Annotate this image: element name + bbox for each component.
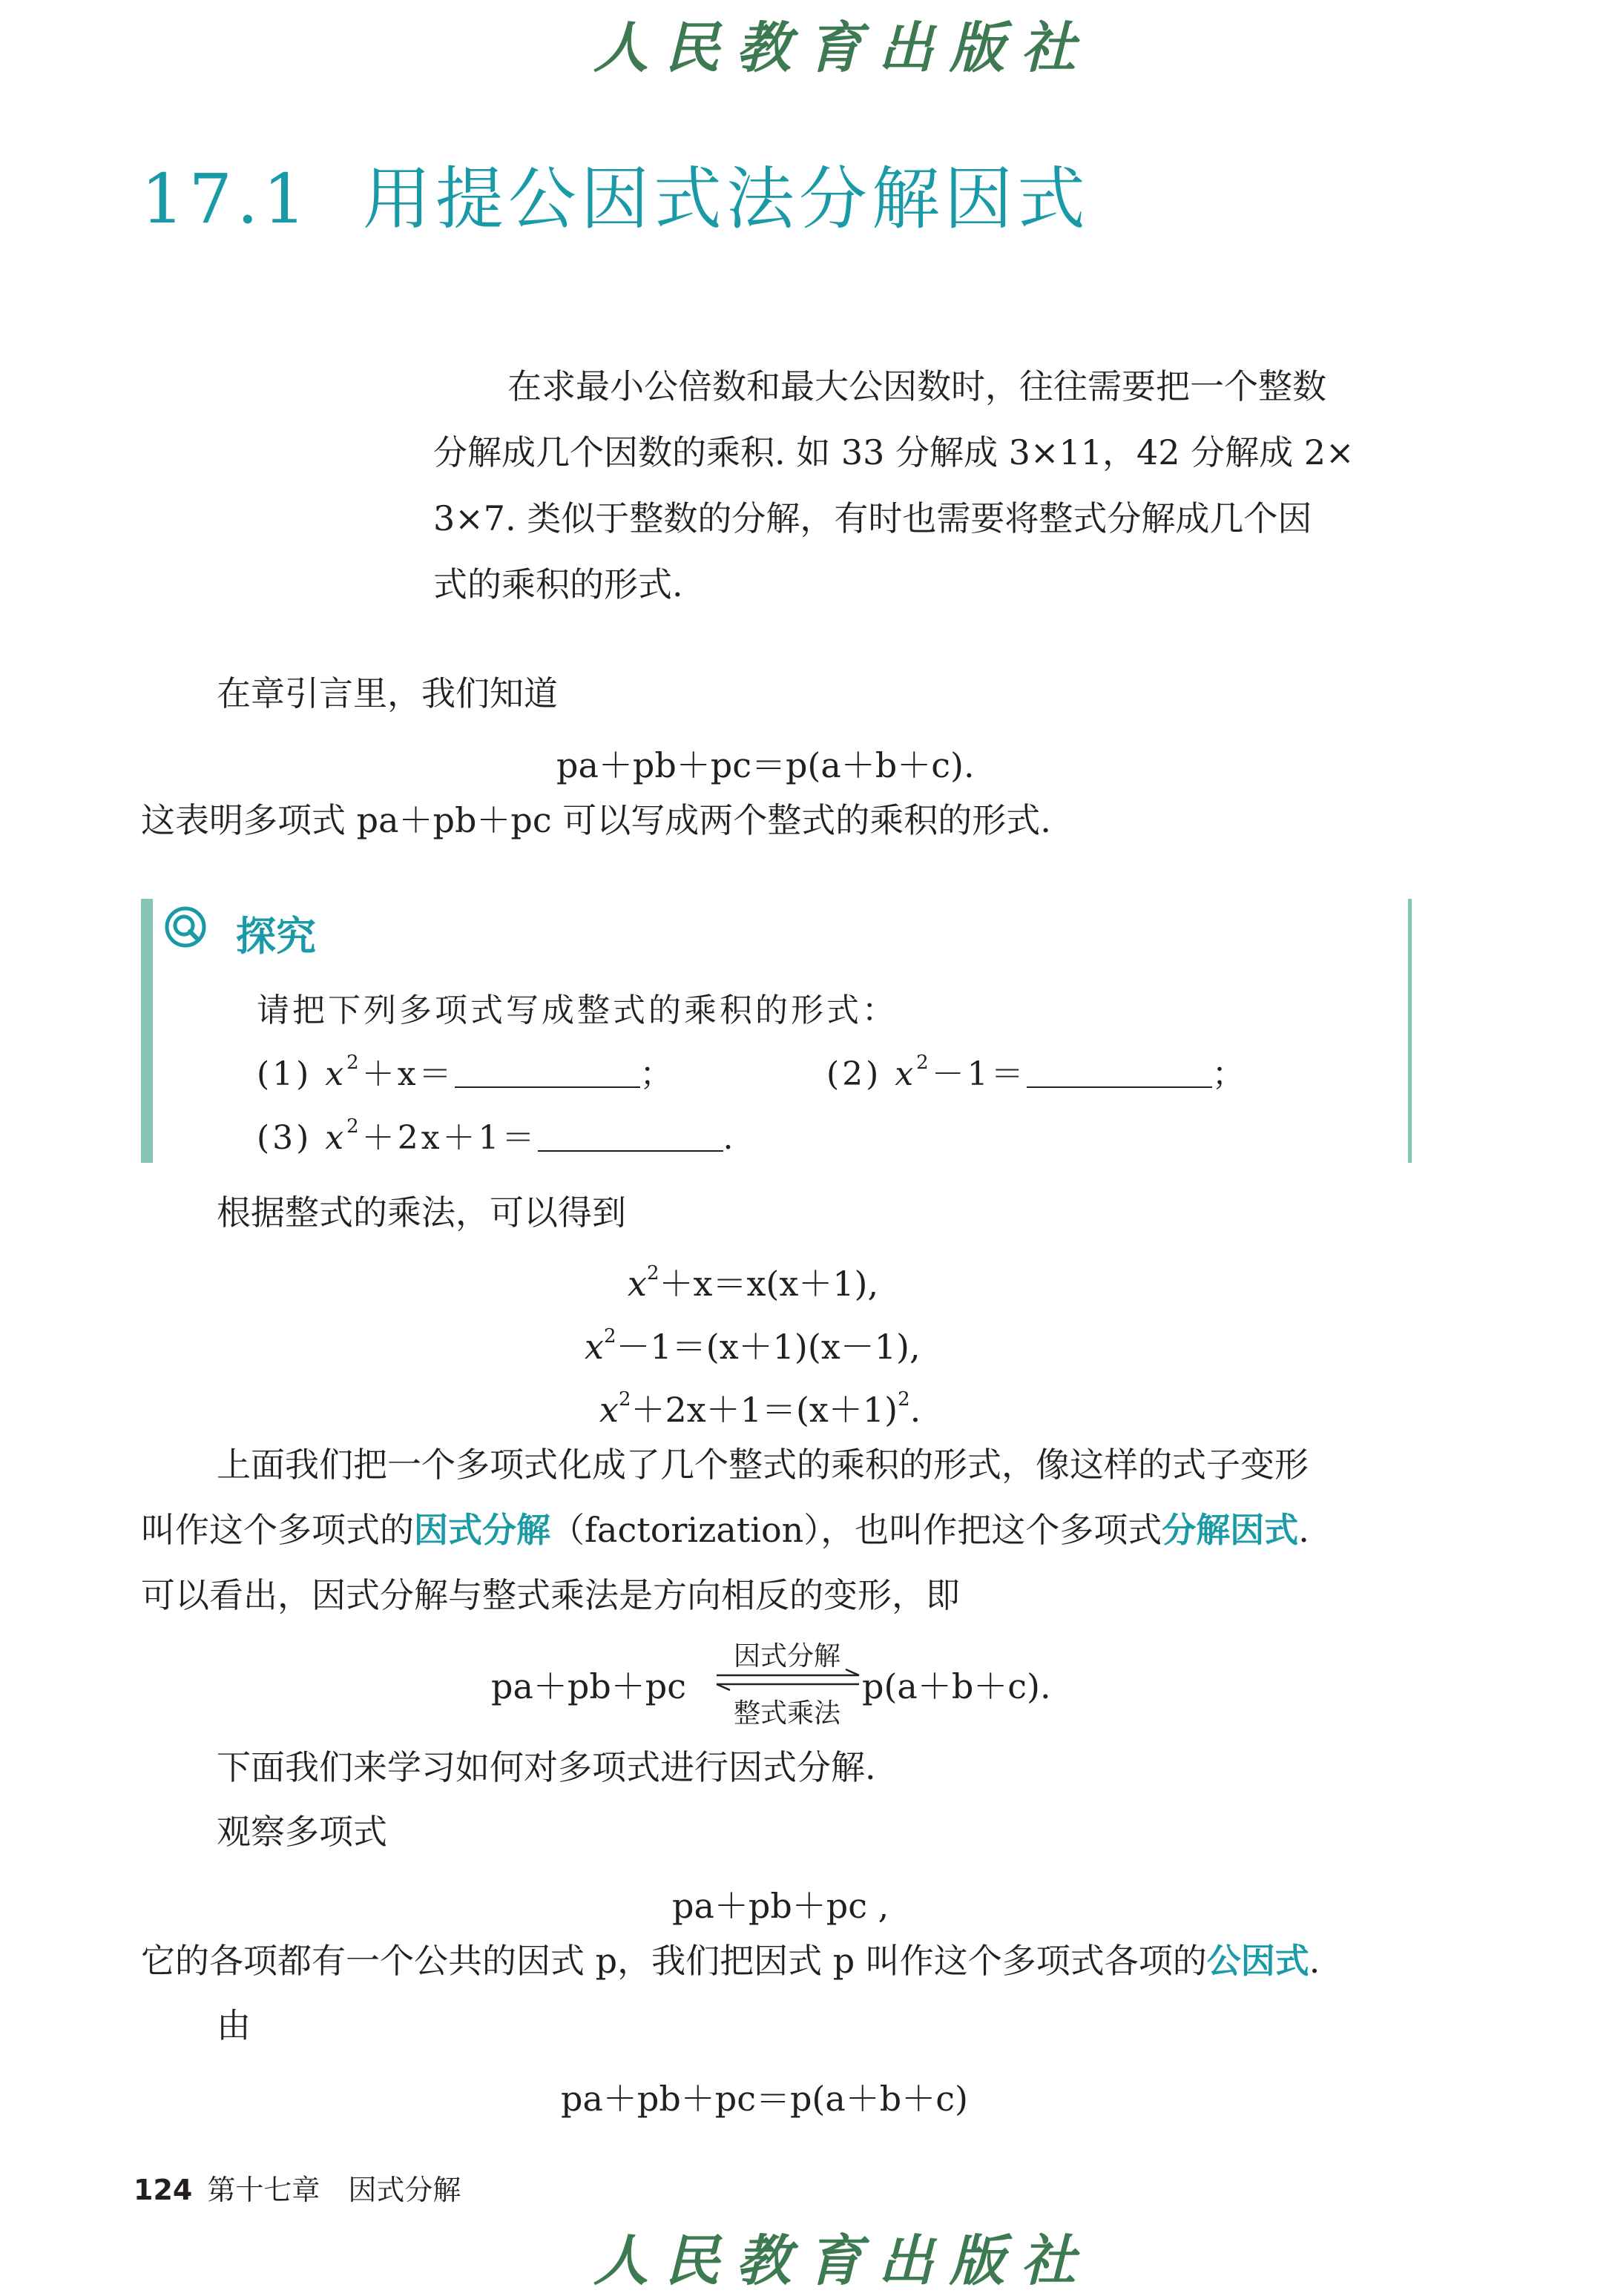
eq-tail: . — [909, 1390, 921, 1430]
definition-text: （factorization），也叫作把这个多项式 — [550, 1510, 1162, 1550]
item-end: ； — [1211, 1055, 1248, 1093]
magnifier-icon — [165, 906, 206, 948]
common-factor-text: 它的各项都有一个公共的因式 p，我们把因式 p 叫作这个多项式各项的 — [141, 1941, 1207, 1981]
item-number: (1) — [257, 1055, 312, 1093]
intro-line-3: 3×7. 类似于整数的分解，有时也需要将整式分解成几个因 — [433, 498, 1312, 538]
explore-item-3 — [257, 1111, 737, 1158]
item-rest: ＋2x＋1＝ — [361, 1119, 538, 1157]
explore-title: 探究 — [236, 913, 316, 960]
definition-line-3: 可以看出，因式分解与整式乘法是方向相反的变形，即 — [141, 1575, 960, 1615]
item-var: x — [325, 1055, 347, 1093]
intro-line-2: 分解成几个因数的乘积. 如 33 分解成 3×11，42 分解成 2× — [433, 432, 1355, 472]
paragraph-meaning: 这表明多项式 pa＋pb＋pc 可以写成两个整式的乘积的形式. — [141, 800, 1051, 840]
result-equation-2 — [585, 1320, 921, 1369]
eq-rest: ＋x＝x(x＋1), — [659, 1264, 879, 1304]
eq-var: x — [628, 1264, 647, 1304]
paragraph-next-topic: 下面我们来学习如何对多项式进行因式分解. — [217, 1747, 876, 1787]
paragraph-by-multiplication: 根据整式的乘法，可以得到 — [217, 1192, 626, 1233]
chapter-label: 第十七章 因式分解 — [207, 2174, 461, 2206]
paragraph-common-factor — [141, 1941, 1320, 1981]
item-rest: －1＝ — [931, 1055, 1027, 1093]
paragraph-from: 由 — [217, 2005, 251, 2045]
common-factor-text: . — [1309, 1941, 1320, 1981]
definition-line-1: 上面我们把一个多项式化成了几个整式的乘积的形式，像这样的式子变形 — [217, 1445, 1309, 1485]
equation-final: pa＋pb＋pc＝p(a＋b＋c) — [561, 2079, 968, 2119]
eq-rest: －1＝(x＋1)(x－1), — [616, 1327, 921, 1367]
definition-line-2 — [141, 1510, 1309, 1550]
page-number: 124 — [134, 2174, 193, 2206]
item-end: ； — [639, 1055, 676, 1093]
arrow-eq-lhs: pa＋pb＋pc — [491, 1666, 686, 1706]
answer-blank[interactable] — [455, 1058, 640, 1088]
eq-exp: 2 — [646, 1262, 659, 1284]
explore-box-left-bar — [141, 899, 153, 1163]
arrow-eq-rhs: p(a＋b＋c). — [862, 1666, 1051, 1706]
section-title-text: 用提公因式法分解因式 — [362, 159, 1090, 239]
term-factoring: 分解因式 — [1162, 1510, 1299, 1550]
publisher-logo-bottom: 人民教育出版社 — [593, 2229, 1092, 2293]
explore-item-1 — [257, 1047, 676, 1095]
section-title — [141, 145, 1090, 243]
paragraph-chapter-intro: 在章引言里，我们知道 — [217, 673, 558, 713]
result-equation-3 — [599, 1383, 921, 1432]
publisher-logo-top: 人民教育出版社 — [593, 16, 1092, 80]
item-number: (2) — [826, 1055, 882, 1093]
answer-blank[interactable] — [1027, 1058, 1212, 1088]
section-number: 17.1 — [141, 159, 311, 239]
explore-item-2 — [826, 1047, 1248, 1095]
page-footer — [134, 2167, 461, 2208]
definition-text: . — [1298, 1510, 1309, 1550]
equation-1: pa＋pb＋pc＝p(a＋b＋c). — [556, 745, 975, 785]
double-arrow-icon — [712, 1669, 863, 1691]
term-factorization: 因式分解 — [414, 1510, 550, 1550]
term-common-factor: 公因式 — [1206, 1941, 1309, 1981]
arrow-label-top: 因式分解 — [733, 1641, 840, 1672]
eq-exp: 2 — [603, 1325, 616, 1347]
eq-exp: 2 — [618, 1388, 631, 1411]
item-var: x — [895, 1055, 917, 1093]
eq-var: x — [599, 1390, 619, 1430]
eq-var: x — [585, 1327, 604, 1367]
item-var: x — [325, 1119, 347, 1157]
item-exp: 2 — [346, 1052, 362, 1074]
explore-box-right-bar — [1408, 899, 1412, 1163]
item-exp: 2 — [346, 1115, 362, 1138]
item-exp: 2 — [916, 1052, 932, 1074]
item-rest: ＋x＝ — [361, 1055, 455, 1093]
item-end: . — [723, 1119, 737, 1157]
definition-text: 叫作这个多项式的 — [141, 1510, 414, 1550]
paragraph-observe: 观察多项式 — [217, 1812, 387, 1852]
intro-line-4: 式的乘积的形式. — [433, 564, 683, 604]
arrow-label-bottom: 整式乘法 — [733, 1698, 840, 1729]
equation-observe: pa＋pb＋pc , — [672, 1886, 889, 1926]
intro-line-1: 在求最小公倍数和最大公因数时，往往需要把一个整数 — [507, 366, 1326, 406]
eq-exp-tail: 2 — [898, 1388, 910, 1411]
eq-rest: ＋2x＋1＝(x＋1) — [631, 1390, 898, 1430]
item-number: (3) — [257, 1119, 312, 1157]
answer-blank[interactable] — [538, 1122, 723, 1152]
explore-prompt: 请把下列多项式写成整式的乘积的形式： — [257, 992, 898, 1029]
result-equation-1 — [628, 1257, 878, 1306]
